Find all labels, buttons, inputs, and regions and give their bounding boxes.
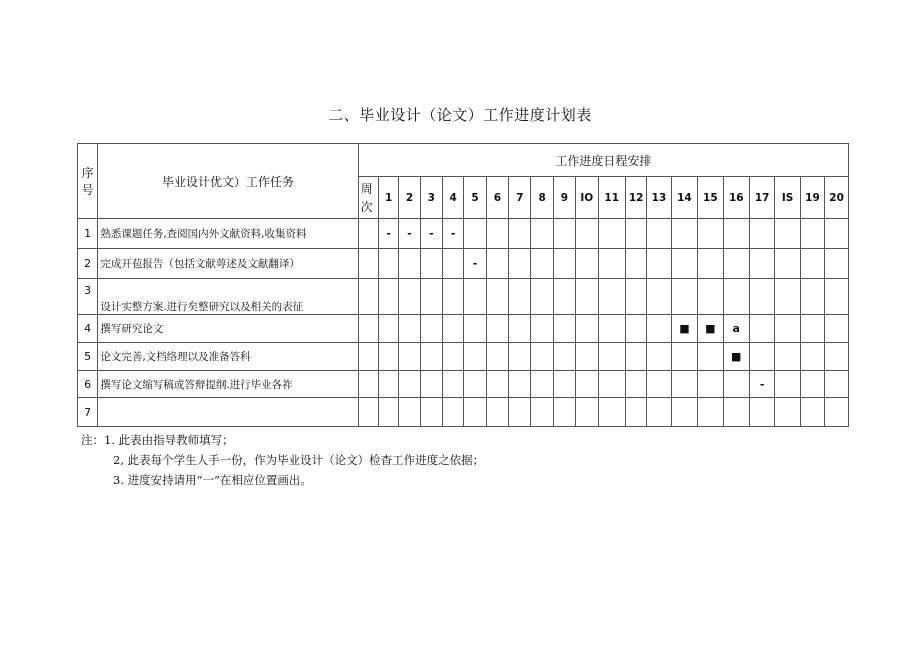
week-cell: [576, 398, 598, 427]
week-cell: [598, 398, 625, 427]
week-cell: [576, 249, 598, 279]
week-cell: [698, 249, 723, 279]
progress-mark: -: [420, 219, 442, 249]
week-cell: [749, 398, 774, 427]
week-cell: [486, 219, 508, 249]
week-cell: [576, 371, 598, 398]
week-cell: [399, 249, 420, 279]
week-cell: [486, 315, 508, 343]
week-label-blank-cell: [358, 249, 378, 279]
page-title: 二、毕业设计（论文）工作进度计划表: [328, 106, 592, 124]
schedule-header: 工作进度日程安排: [358, 144, 848, 177]
table-row: [78, 219, 849, 249]
week-cell: [576, 279, 598, 315]
week-cell: [531, 343, 553, 371]
week-cell: [420, 249, 442, 279]
row-index: 2: [78, 249, 98, 279]
week-number: 17: [749, 177, 774, 219]
progress-mark: -: [464, 249, 486, 279]
note-2: 2, 此表每个学生人手一份，作为毕业设计（论文）检杳工作进度之依据；: [113, 453, 485, 467]
notes: [81, 430, 484, 490]
task-cell: 完成开苞报告（包括文献萼述及文献翻译）: [98, 249, 358, 279]
week-cell: [775, 219, 800, 249]
week-cell: [625, 371, 646, 398]
week-number: 19: [800, 177, 824, 219]
week-cell: [486, 249, 508, 279]
week-cell: [509, 371, 531, 398]
progress-mark: ■: [671, 315, 697, 343]
week-cell: [553, 315, 575, 343]
table-row: [78, 315, 849, 343]
week-cell: [723, 371, 749, 398]
week-cell: [625, 219, 646, 249]
week-cell: [775, 249, 800, 279]
week-label-blank-cell: [358, 219, 378, 249]
progress-mark: -: [378, 219, 398, 249]
week-cell: [531, 219, 553, 249]
week-cell: [598, 219, 625, 249]
week-cell: [825, 219, 849, 249]
progress-mark: -: [749, 371, 774, 398]
week-number: 2: [399, 177, 420, 219]
week-cell: [443, 398, 464, 427]
week-number: 20: [825, 177, 849, 219]
week-cell: [464, 343, 486, 371]
week-number: 12: [625, 177, 646, 219]
week-cell: [698, 279, 723, 315]
week-number: 13: [647, 177, 671, 219]
week-cell: [723, 249, 749, 279]
note-1: 注：1. 此表由指导教师填写；: [81, 433, 234, 447]
row-index: 7: [78, 398, 98, 427]
schedule-table: [77, 143, 849, 427]
progress-mark: a: [723, 315, 749, 343]
week-cell: [825, 371, 849, 398]
week-cell: [625, 249, 646, 279]
week-cell: [509, 249, 531, 279]
week-cell: [647, 343, 671, 371]
week-cell: [723, 219, 749, 249]
week-cell: [420, 398, 442, 427]
week-cell: [443, 249, 464, 279]
week-cell: [749, 315, 774, 343]
week-cell: [775, 398, 800, 427]
week-cell: [671, 398, 697, 427]
week-cell: [509, 219, 531, 249]
week-cell: [443, 371, 464, 398]
week-cell: [378, 279, 398, 315]
week-cell: [647, 279, 671, 315]
week-cell: [399, 279, 420, 315]
week-cell: [671, 371, 697, 398]
week-cell: [509, 279, 531, 315]
week-cell: [775, 315, 800, 343]
progress-mark: -: [443, 219, 464, 249]
week-cell: [625, 398, 646, 427]
table-row: [78, 343, 849, 371]
week-cell: [531, 279, 553, 315]
week-cell: [800, 249, 824, 279]
week-cell: [399, 343, 420, 371]
week-cell: [698, 219, 723, 249]
week-number: 4: [443, 177, 464, 219]
week-number: 5: [464, 177, 486, 219]
week-cell: [723, 398, 749, 427]
note-3: 3. 进度安持请用“一”在相应位置画出。: [113, 473, 312, 487]
week-cell: [698, 343, 723, 371]
week-cell: [775, 279, 800, 315]
week-cell: [576, 219, 598, 249]
week-cell: [749, 249, 774, 279]
week-cell: [553, 249, 575, 279]
week-cell: [800, 279, 824, 315]
week-cell: [420, 371, 442, 398]
week-cell: [749, 219, 774, 249]
seq-header-line2: 号: [81, 183, 94, 197]
week-cell: [509, 398, 531, 427]
week-cell: [553, 398, 575, 427]
week-number: 1: [378, 177, 398, 219]
week-label-line2: 次: [360, 199, 373, 214]
week-cell: [723, 279, 749, 315]
week-cell: [825, 398, 849, 427]
seq-header-line1: 序: [81, 166, 94, 180]
week-cell: [698, 398, 723, 427]
week-cell: [378, 343, 398, 371]
week-number: 15: [698, 177, 723, 219]
week-cell: [509, 343, 531, 371]
week-cell: [625, 279, 646, 315]
week-cell: [800, 315, 824, 343]
table-row: [78, 398, 849, 427]
week-number: 11: [598, 177, 625, 219]
week-cell: [486, 398, 508, 427]
week-cell: [671, 279, 697, 315]
row-index: 3: [78, 279, 98, 315]
week-cell: [443, 279, 464, 315]
week-number: 3: [420, 177, 442, 219]
week-cell: [378, 371, 398, 398]
week-label-blank-cell: [358, 371, 378, 398]
week-cell: [509, 315, 531, 343]
week-cell: [825, 249, 849, 279]
week-cell: [378, 398, 398, 427]
week-cell: [553, 219, 575, 249]
table-row: [78, 249, 849, 279]
week-cell: [825, 343, 849, 371]
week-number: 7: [509, 177, 531, 219]
week-cell: [647, 315, 671, 343]
week-cell: [598, 371, 625, 398]
week-cell: [698, 371, 723, 398]
week-cell: [464, 279, 486, 315]
week-cell: [800, 398, 824, 427]
task-cell: 熟悉课题任务,查阅国内外文献资料,收集资料: [98, 219, 358, 249]
week-label-blank-cell: [358, 398, 378, 427]
week-cell: [576, 343, 598, 371]
week-cell: [825, 315, 849, 343]
row-index: 5: [78, 343, 98, 371]
week-cell: [464, 219, 486, 249]
task-cell: 撰写研究论文: [98, 315, 358, 343]
week-cell: [486, 279, 508, 315]
week-cell: [531, 398, 553, 427]
seq-header: [78, 144, 98, 219]
week-cell: [399, 371, 420, 398]
week-cell: [800, 219, 824, 249]
week-cell: [464, 371, 486, 398]
row-index: 6: [78, 371, 98, 398]
week-number: IO: [576, 177, 598, 219]
week-cell: [598, 343, 625, 371]
week-cell: [800, 343, 824, 371]
week-number: 8: [531, 177, 553, 219]
task-cell: [98, 398, 358, 427]
progress-mark: ■: [723, 343, 749, 371]
week-label-blank-cell: [358, 315, 378, 343]
week-number: 14: [671, 177, 697, 219]
week-number: 16: [723, 177, 749, 219]
week-cell: [625, 315, 646, 343]
week-cell: [800, 371, 824, 398]
week-cell: [775, 371, 800, 398]
week-cell: [420, 315, 442, 343]
week-cell: [647, 398, 671, 427]
week-cell: [420, 343, 442, 371]
week-label-blank-cell: [358, 343, 378, 371]
week-cell: [647, 371, 671, 398]
week-cell: [531, 249, 553, 279]
week-cell: [749, 279, 774, 315]
week-cell: [647, 219, 671, 249]
week-cell: [671, 343, 697, 371]
week-cell: [531, 371, 553, 398]
table-row: [78, 371, 849, 398]
week-cell: [576, 315, 598, 343]
week-cell: [825, 279, 849, 315]
row-index: 1: [78, 219, 98, 249]
week-cell: [486, 371, 508, 398]
week-cell: [749, 343, 774, 371]
week-cell: [443, 315, 464, 343]
task-cell: 论文完善,文档络理以及准备答科: [98, 343, 358, 371]
week-cell: [775, 343, 800, 371]
week-cell: [378, 315, 398, 343]
week-cell: [531, 315, 553, 343]
week-cell: [671, 219, 697, 249]
week-cell: [443, 343, 464, 371]
week-cell: [553, 371, 575, 398]
week-cell: [464, 398, 486, 427]
week-label: [358, 177, 378, 219]
week-label-blank-cell: [358, 279, 378, 315]
progress-mark: ■: [698, 315, 723, 343]
row-index: 4: [78, 315, 98, 343]
progress-mark: -: [399, 219, 420, 249]
week-cell: [671, 249, 697, 279]
week-cell: [399, 315, 420, 343]
week-number: IS: [775, 177, 800, 219]
task-header: 毕业设计优文）工作任务: [98, 144, 358, 219]
week-number: 6: [486, 177, 508, 219]
week-cell: [625, 343, 646, 371]
week-cell: [553, 279, 575, 315]
week-cell: [486, 343, 508, 371]
week-cell: [598, 315, 625, 343]
week-cell: [598, 279, 625, 315]
week-label-line1: 周: [360, 181, 373, 196]
week-cell: [598, 249, 625, 279]
week-cell: [420, 279, 442, 315]
table-row: [78, 279, 849, 315]
week-number: 9: [553, 177, 575, 219]
task-cell: 撰写论文缩写稿或答辩提纲.进行毕业各祚: [98, 371, 358, 398]
week-cell: [553, 343, 575, 371]
week-cell: [464, 315, 486, 343]
task-cell: 设计实整方案.进行矣整研究以及相关的表征: [98, 279, 358, 315]
week-cell: [378, 249, 398, 279]
week-cell: [647, 249, 671, 279]
week-cell: [399, 398, 420, 427]
